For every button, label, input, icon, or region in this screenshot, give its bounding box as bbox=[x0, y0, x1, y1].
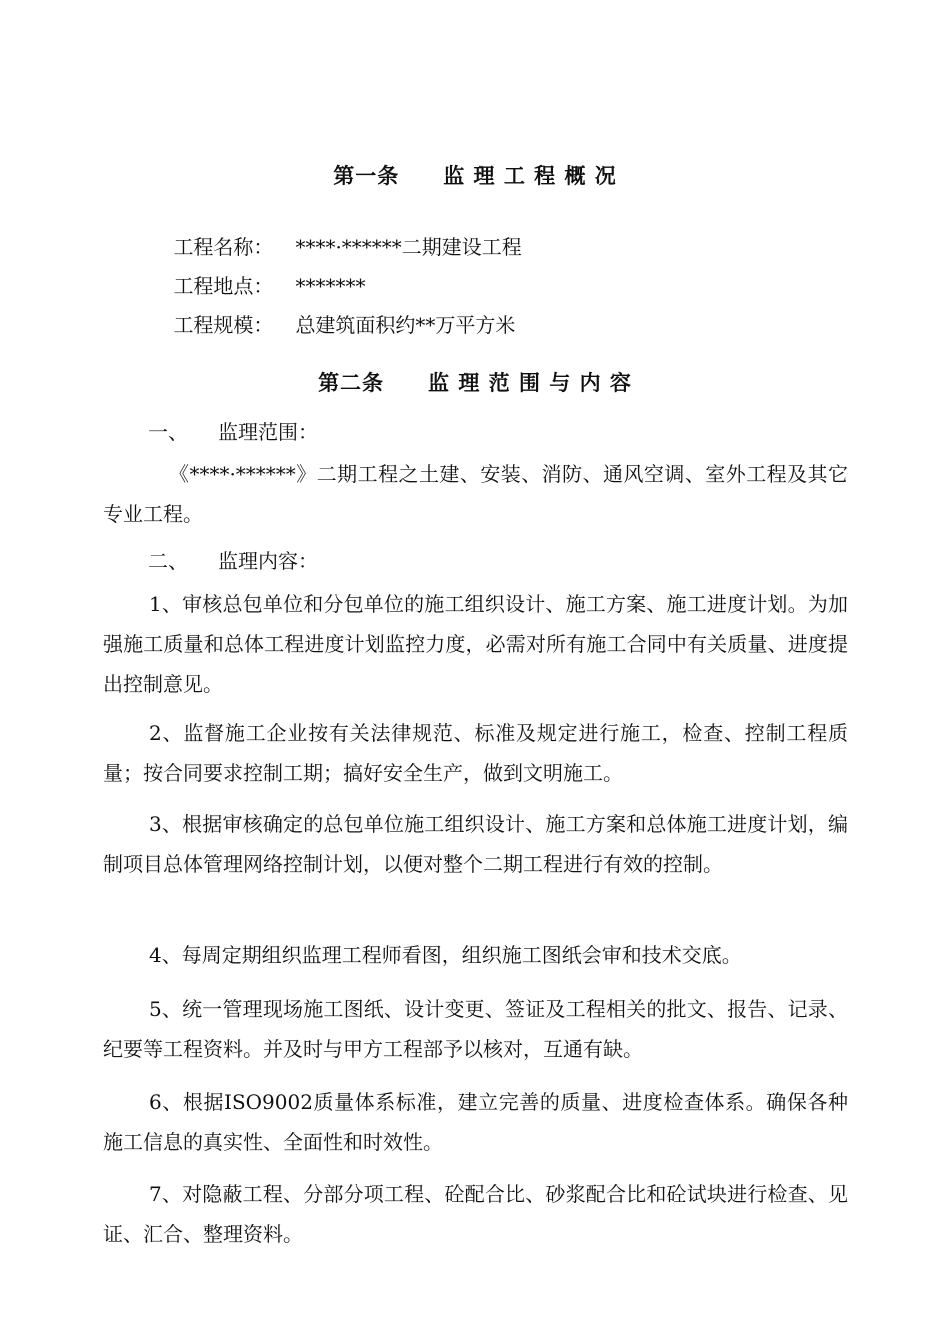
content-item-7: 7、对隐蔽工程、分部分项工程、砼配合比、砂浆配合比和砼试块进行检查、见证、汇合、整理资料。 bbox=[103, 1182, 848, 1246]
content-item-5: 5、统一管理现场施工图纸、设计变更、签证及工程相关的批文、报告、记录、纪要等工程资料。并及时与甲方工程部予以核对，互通有缺。 bbox=[103, 997, 848, 1061]
scope-text: 《****·******》二期工程之土建、安装、消防、通风空调、室外工程及其它专业工程。 bbox=[103, 462, 848, 526]
project-scale-value: 总建筑面积约**万平方米 bbox=[295, 313, 516, 337]
content-item-3: 3、根据审核确定的总包单位施工组织设计、施工方案和总体施工进度计划，编制项目总体管理网络控制计划，以便对整个二期工程进行有效的控制。 bbox=[103, 812, 848, 876]
content-item-6: 6、根据ISO9002质量体系标准，建立完善的质量、进度检查体系。确保各种施工信息的真实性、全面性和时效性。 bbox=[103, 1090, 848, 1154]
content-item-2: 2、监督施工企业按有关法律规范、标准及规定进行施工，检查、控制工程质量；按合同要求控制工期；搞好安全生产，做到文明施工。 bbox=[103, 721, 848, 785]
project-location-label: 工程地点： bbox=[173, 274, 274, 298]
project-scale-label: 工程规模： bbox=[173, 313, 274, 337]
project-location-value: ******* bbox=[295, 274, 366, 298]
project-scale-row bbox=[148, 285, 515, 362]
content-item-1: 1、审核总包单位和分包单位的施工组织设计、施工方案、施工进度计划。为加强施工质量和总体工程进度计划监控力度，必需对所有施工合同中有关质量、进度提出控制意见。 bbox=[103, 592, 848, 696]
scope-title: 一、 监理范围： bbox=[148, 420, 318, 444]
project-name-value: ****·******二期建设工程 bbox=[295, 235, 522, 259]
content-item-4: 4、每周定期组织监理工程师看图，组织施工图纸会审和技术交底。 bbox=[149, 943, 742, 967]
section2-heading: 第二条 监 理 范 围 与 内 容 bbox=[318, 370, 632, 395]
section1-heading: 第一条 监 理 工 程 概 况 bbox=[333, 163, 617, 188]
project-name-label: 工程名称： bbox=[173, 235, 274, 259]
content-title: 二、 监理内容： bbox=[148, 549, 318, 573]
